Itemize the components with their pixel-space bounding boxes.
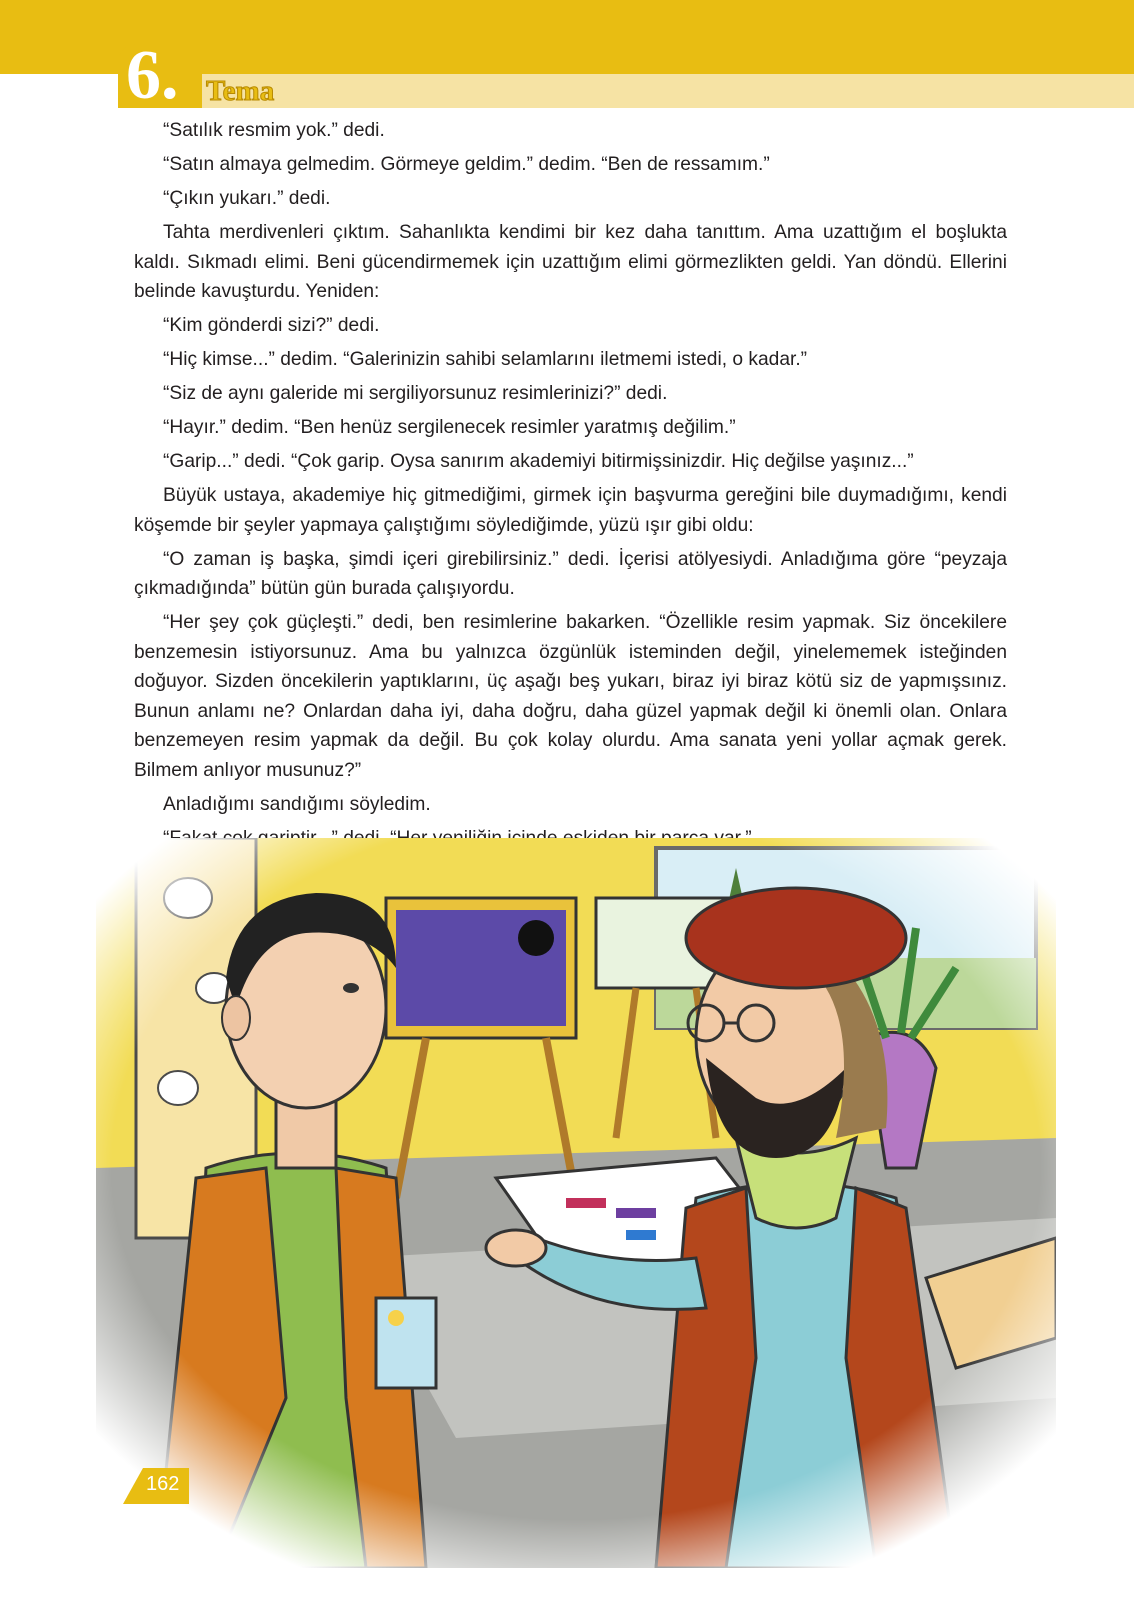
story-text	[134, 116, 1007, 858]
paragraph: “Hiç kimse...” dedim. “Galerinizin sahibi selamlarını iletmemi istedi, o kadar.”	[163, 349, 808, 370]
page-number: 162	[146, 1473, 180, 1495]
studio-illustration	[96, 838, 1056, 1568]
paragraph: “Çıkın yukarı.” dedi.	[163, 188, 331, 209]
paragraph: “Her şey çok güçleşti.” dedi, ben resimlerine bakarken. “Özellikle resim yapmak. Siz öncekilere benzemesin istiyorsunuz. Ama bu yalnızca özgünlük isteminden değil, yinelememek isteğinden doğuyor. Sizden öncekilerin yaptıklarını, üç aşağı beş yukarı, biraz iyi biraz kötü siz de yapmışsınız. Bunun anlamı ne? Onlardan daha iyi, daha doğru, daha güzel yapmak değil ki önemli olan. Onlara benzemeyen resim yapmak da değil. Bu çok kolay olurdu. Ama sanata yeni yollar açmak gerek. Bilmem anlıyor musunuz?”	[134, 612, 1007, 781]
paragraph: “O zaman iş başka, şimdi içeri girebilirsiniz.” dedi. İçerisi atölyesiydi. Anladığıma göre “peyzaja çıkmadığında” bütün gün burada çalışıyordu.	[134, 548, 1007, 599]
paragraph: “Satılık resmim yok.” dedi.	[163, 120, 385, 141]
paragraph: Büyük ustaya, akademiye hiç gitmediğimi, girmek için başvurma gereğini bile duymadığımı, kendi köşemde bir şeyler yapmaya çalıştığımı söylediğimde, yüzü ışır gibi oldu:	[134, 485, 1007, 536]
paragraph: “Kim gönderdi sizi?” dedi.	[163, 315, 380, 336]
paragraph: Anladığımı sandığımı söyledim.	[163, 793, 431, 815]
paragraph: “Satın almaya gelmedim. Görmeye geldim.” dedim. “Ben de ressamım.”	[163, 154, 770, 175]
paragraph: “Hayır.” dedim. “Ben henüz sergilenecek resimler yaratmış değilim.”	[163, 417, 736, 438]
chapter-title: Tema	[206, 75, 275, 107]
chapter-subheader-band	[188, 74, 1134, 108]
paragraph: Tahta merdivenleri çıktım. Sahanlıkta kendimi bir kez daha tanıttım. Ama uzattığım el boşlukta kaldı. Sıkmadı elimi. Beni gücendirmemek için uzattığım elimi görmezlikten geldi. Yan döndü. Ellerini belinde kavuşturdu. Yeniden:	[134, 222, 1007, 302]
paragraph: “Siz de aynı galeride mi sergiliyorsunuz resimlerinizi?” dedi.	[163, 383, 668, 404]
chapter-number: 6.	[126, 37, 179, 114]
paragraph: “Garip...” dedi. “Çok garip. Oysa sanırım akademiyi bitirmişsinizdir. Hiç değilse yaşınız...”	[163, 451, 914, 472]
